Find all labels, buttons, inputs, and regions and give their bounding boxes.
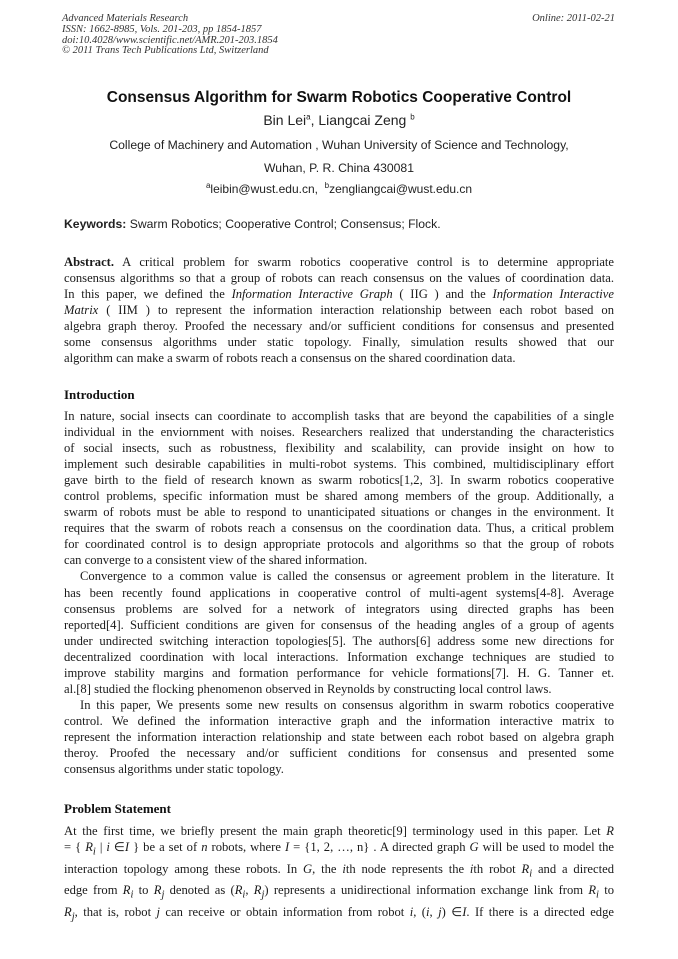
- email-superscript: a: [205, 181, 211, 190]
- keywords-label: Keywords:: [64, 217, 127, 231]
- text-line: al.[8] studied the flocking phenomenon observed in Reynolds by constructing local control laws.: [64, 681, 552, 696]
- text-line: In nature, social insects can coordinate to accomplish tasks that are beyond the capabilities of a single: [64, 409, 614, 423]
- text-line: decentralized coordination with local interactions. Information exchange techniques are studied to: [64, 649, 614, 664]
- text-line: implement such desirable capabilities in multi-robot systems. This combined, multidisciplinary effort: [64, 457, 614, 472]
- copyright-line: © 2011 Trans Tech Publications Ltd, Switzerland: [62, 45, 269, 57]
- abstract-line: Matrix ( IIM ) to represent the information interaction relationship between each robot based on: [64, 303, 614, 318]
- text-line: At the first time, we briefly present the main graph theoretic[9] terminology used in this paper. Let R: [64, 824, 614, 838]
- text-line: interaction topology among these robots. In G, the ith node represents the ith robot $R_i$ and a directed: [64, 861, 614, 880]
- affiliation-line: College of Machinery and Automation , Wuhan University of Science and Technology,: [109, 138, 569, 152]
- keywords-text: Swarm Robotics; Cooperative Control; Consensus; Flock.: [126, 217, 441, 231]
- text-line: reported[4]. Sufficient conditions are given for consensus of the heading angles of a group of agents: [64, 617, 614, 632]
- abstract-line: Abstract. A critical problem for swarm robotics cooperative control is to determine appropriate: [64, 255, 614, 269]
- text-line: In this paper, We presents some new results on consensus algorithm in swarm robotics cooperative: [80, 697, 614, 712]
- paragraph: [64, 408, 614, 568]
- issn-line: ISSN: 1662-8985, Vols. 201-203, pp 1854-1857: [62, 23, 262, 35]
- author-superscript: a: [306, 112, 311, 122]
- journal-header: [62, 14, 622, 57]
- text-line: theroy. Proofed the necessary and/or sufficient conditions for consensus and presented some: [64, 745, 614, 760]
- text-line: control problems, specific information must be shared among members of the group. Additionally, a: [64, 489, 614, 504]
- email-line: [0, 182, 678, 196]
- text-line: improve stability margins and formation performance for vehicle formations[7]. H. G. Tanner et.: [64, 665, 614, 680]
- keywords: [64, 217, 441, 231]
- journal-name: Advanced Materials Research: [62, 13, 189, 24]
- abstract-line: some consensus algorithms under static topology. Finally, simulation results showed that our: [64, 335, 614, 350]
- text-line: consensus problems are solved for a network of integrators using directed graphs has been: [64, 601, 614, 616]
- abstract-line: algebra graph theroy. Proofed the necessary and/or sufficient conditions for consensus and presented: [64, 319, 614, 334]
- paper-title: Consensus Algorithm for Swarm Robotics Cooperative Control: [106, 89, 572, 106]
- text-line: consensus algorithms under static topology.: [64, 762, 284, 777]
- text-line: control. We defined the information interactive graph and the information interactive matrix to: [64, 713, 614, 728]
- abstract-line: algorithm can make a swarm of robots reach a consensus on the shared coordination data.: [64, 351, 516, 366]
- paragraph: [64, 697, 614, 777]
- text-line: Convergence to a common value is called the consensus or agreement problem in the literature. It: [80, 569, 614, 584]
- author-line: [0, 112, 678, 128]
- text-line: swarm of robots must be able to respond to unanticipated situations or changes in the environment. It: [64, 505, 614, 520]
- text-line: can converge to a consistent view of the shared information.: [64, 553, 368, 568]
- author-separator: ,: [310, 112, 319, 128]
- author-superscript: b: [410, 112, 415, 122]
- text-line: gave birth to the field of research known as swarm robotics[1,2, 3]. In swarm robotics cooperative: [64, 473, 614, 488]
- abstract: [64, 254, 614, 366]
- text-line: for coordinated control is to design appropriate protocols and algorithms so that the group of robots: [64, 537, 614, 552]
- email-address[interactable]: zengliangcai@wust.edu.cn: [329, 182, 473, 196]
- abstract-label: Abstract.: [64, 255, 115, 269]
- doi-line: doi:10.4028/www.scientific.net/AMR.201-203.1854: [62, 34, 278, 46]
- text-line: represent the information interaction relationship and state between each robot based on algebra graph: [64, 729, 614, 744]
- abstract-line: consensus algorithms so that a group of robots can reach consensus on the values of coordination data.: [64, 271, 614, 286]
- section-heading-introduction: Introduction: [64, 387, 135, 402]
- section-heading-problem-statement: Problem Statement: [64, 801, 171, 816]
- paragraph: [64, 568, 614, 696]
- text-line: individual in the enviornment with noises. Researchers realized that understanding the characteristics: [64, 425, 614, 440]
- text-line: of social insects, such as robustness, flexibility and scalability, can provide insight on how to: [64, 441, 614, 456]
- text-line: $R_j$, that is, robot j can receive or obtain information from robot i, (i, j) ∈I. If there is a directed edge: [64, 904, 614, 923]
- email-superscript: b: [324, 181, 330, 190]
- introduction-body: [64, 408, 614, 777]
- email-address[interactable]: leibin@wust.edu.cn,: [210, 182, 318, 196]
- text-line: under undirected switching interaction topologies[5]. The authors[6] address some new directions for: [64, 633, 614, 648]
- affiliation-line: Wuhan, P. R. China 430081: [264, 161, 414, 175]
- text-line: has been recently found applications in cooperative control of multi-agent systems[4-8]. Average: [64, 585, 614, 600]
- abstract-line: In this paper, we defined the Information Interactive Graph ( IIG ) and the Information Interactive: [64, 287, 614, 302]
- author-name: Bin Lei: [263, 112, 307, 128]
- online-date: Online: 2011-02-21: [532, 13, 615, 24]
- text-line: = { $R_i$ | i ∈I } be a set of n robots, where I = {1, 2, …, n} . A directed graph G will be used to model the: [64, 840, 614, 858]
- text-line: edge from $R_i$ to $R_j$ denoted as ($R_i$, $R_j$) represents a unidirectional information exchange link from $R_i$ to: [64, 883, 615, 901]
- text-line: requires that the swarm of robots reach a consensus on the coordination data. Thus, a critical problem: [64, 521, 614, 536]
- author-name: Liangcai Zeng: [318, 112, 407, 128]
- problem-statement-body: [64, 823, 614, 925]
